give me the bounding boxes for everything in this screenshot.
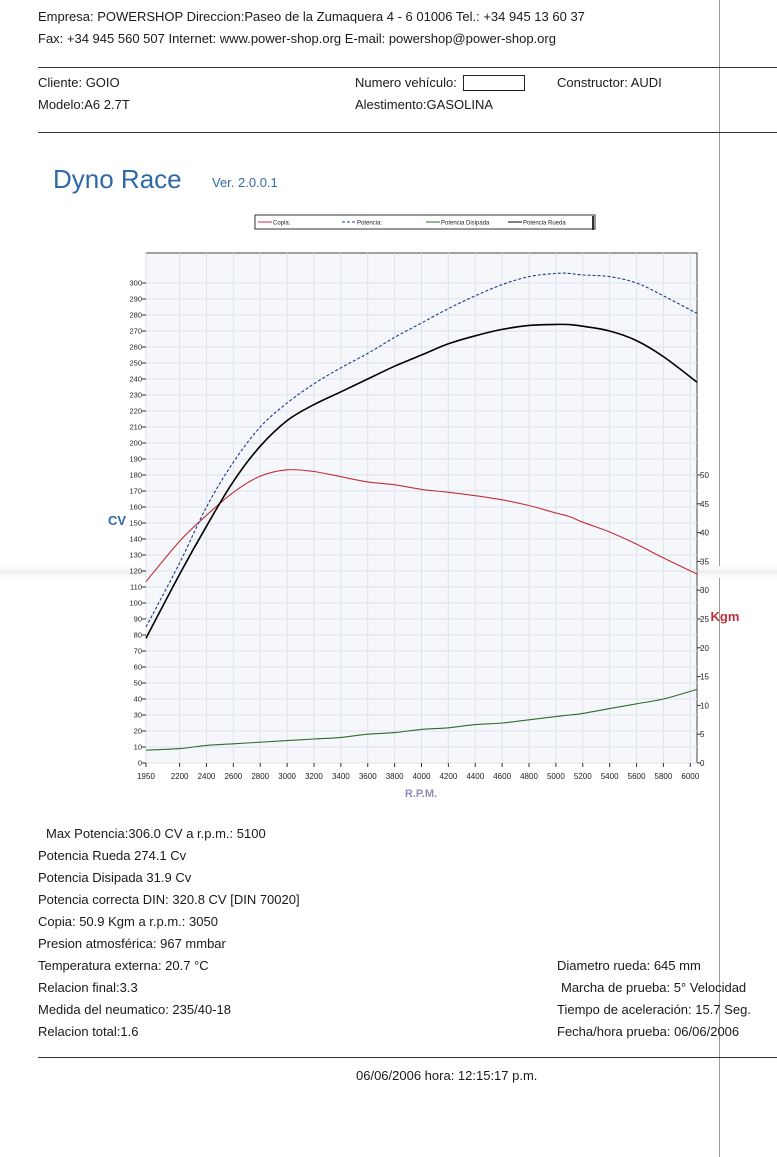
y2-tick-label: 20 bbox=[700, 643, 709, 653]
y-tick-label: 120 bbox=[129, 566, 142, 576]
acceleration-time: Tiempo de aceleración: 15.7 Seg. bbox=[557, 1002, 751, 1017]
temperature: Temperatura externa: 20.7 °C bbox=[38, 958, 209, 973]
y-tick-label: 240 bbox=[129, 374, 142, 384]
y-tick-label: 290 bbox=[129, 294, 142, 304]
x-tick-label: 2400 bbox=[197, 772, 216, 781]
x-tick-label: 3800 bbox=[385, 772, 404, 781]
din-power: Potencia correcta DIN: 320.8 CV [DIN 70020] bbox=[38, 892, 300, 907]
y-tick-label: 160 bbox=[129, 502, 142, 512]
x-tick-label: 4800 bbox=[520, 772, 538, 781]
y2-tick-label: 10 bbox=[700, 701, 709, 711]
x-tick-label: 4600 bbox=[493, 772, 512, 781]
final-ratio: Relacion final:3.3 bbox=[38, 980, 138, 995]
manufacturer: Constructor: AUDI bbox=[557, 75, 662, 90]
y-tick-label: 0 bbox=[137, 758, 142, 768]
x-tick-label: 3400 bbox=[331, 772, 350, 781]
x-axis-ticks bbox=[137, 763, 700, 781]
legend-label: Copia: bbox=[273, 220, 291, 227]
x-tick-label: 3000 bbox=[278, 772, 297, 781]
y2-axis-label: Kgm bbox=[710, 609, 740, 624]
y-tick-label: 140 bbox=[129, 534, 142, 544]
y-tick-label: 270 bbox=[129, 326, 142, 336]
x-tick-label: 2800 bbox=[251, 772, 270, 781]
legend-label: Potencia Rueda bbox=[523, 220, 566, 227]
y2-tick-label: 35 bbox=[700, 557, 709, 567]
x-tick-label: 3200 bbox=[305, 772, 323, 781]
y2-axis-ticks bbox=[697, 471, 709, 768]
company-line: Empresa: POWERSHOP Direccion:Paseo de la Zumaquera 4 - 6 01006 Tel.: +34 945 13 60 37 bbox=[38, 9, 585, 24]
x-tick-label: 5600 bbox=[627, 772, 646, 781]
y-tick-label: 190 bbox=[129, 454, 142, 464]
x-tick-label: 2200 bbox=[170, 772, 189, 781]
pressure: Presion atmosférica: 967 mmbar bbox=[38, 936, 226, 951]
torque: Copia: 50.9 Kgm a r.p.m.: 3050 bbox=[38, 914, 218, 929]
x-tick-label: 1950 bbox=[137, 772, 155, 781]
x-tick-label: 4000 bbox=[412, 772, 431, 781]
y2-tick-label: 40 bbox=[700, 528, 709, 538]
y-tick-label: 230 bbox=[129, 390, 142, 400]
x-tick-label: 4400 bbox=[466, 772, 485, 781]
contact-line: Fax: +34 945 560 507 Internet: www.power-shop.org E-mail: powershop@power-shop.org bbox=[38, 31, 556, 46]
y-axis-ticks bbox=[129, 279, 146, 768]
y2-tick-label: 30 bbox=[700, 586, 709, 596]
x-tick-label: 5800 bbox=[654, 772, 673, 781]
model: Modelo:A6 2.7T bbox=[38, 97, 130, 112]
y-tick-label: 210 bbox=[129, 422, 142, 432]
y-tick-label: 170 bbox=[129, 486, 142, 496]
total-ratio: Relacion total:1.6 bbox=[38, 1024, 139, 1039]
y2-tick-label: 0 bbox=[700, 759, 705, 768]
y-tick-label: 40 bbox=[133, 694, 142, 704]
y-tick-label: 50 bbox=[133, 678, 142, 688]
y-tick-label: 10 bbox=[133, 742, 142, 752]
y2-tick-label: 50 bbox=[700, 471, 709, 480]
x-tick-label: 5200 bbox=[573, 772, 592, 781]
test-gear: Marcha de prueba: 5° Velocidad bbox=[561, 980, 747, 995]
y-tick-label: 220 bbox=[129, 406, 142, 416]
y-tick-label: 260 bbox=[129, 342, 142, 352]
legend-label: Potencia: bbox=[357, 220, 383, 227]
y-axis-label: CV bbox=[107, 513, 127, 528]
x-tick-label: 3600 bbox=[358, 772, 377, 781]
x-tick-label: 6000 bbox=[681, 772, 700, 781]
loss-power: Potencia Disipada 31.9 Cv bbox=[38, 870, 192, 885]
x-tick-label: 5400 bbox=[600, 772, 619, 781]
y-tick-label: 180 bbox=[129, 470, 142, 480]
x-tick-label: 5000 bbox=[546, 772, 565, 781]
y-tick-label: 60 bbox=[133, 662, 142, 672]
legend-label: Potencia Disipada bbox=[441, 220, 490, 227]
footer-datetime: 06/06/2006 hora: 12:15:17 p.m. bbox=[356, 1068, 538, 1083]
y2-tick-label: 45 bbox=[700, 499, 709, 509]
y-tick-label: 20 bbox=[133, 726, 142, 736]
y2-tick-label: 25 bbox=[700, 615, 709, 624]
y-tick-label: 150 bbox=[129, 518, 142, 528]
divider-bottom bbox=[38, 1057, 777, 1058]
y-tick-label: 200 bbox=[129, 438, 142, 448]
chart-legend bbox=[255, 215, 595, 230]
y2-tick-label: 5 bbox=[700, 730, 705, 740]
y-tick-label: 30 bbox=[133, 710, 142, 720]
y-tick-label: 100 bbox=[129, 598, 142, 608]
test-date: Fecha/hora prueba: 06/06/2006 bbox=[557, 1024, 740, 1039]
y-tick-label: 110 bbox=[130, 582, 142, 592]
wheel-power: Potencia Rueda 274.1 Cv bbox=[38, 848, 187, 863]
app-title: Dyno Race bbox=[53, 164, 182, 194]
fuel-type: Alestimento:GASOLINA bbox=[355, 97, 493, 112]
vehicle-number-label: Numero vehículo: bbox=[355, 75, 457, 90]
client-name: Cliente: GOIO bbox=[38, 75, 120, 90]
x-axis-label: R.P.M. bbox=[404, 788, 438, 800]
y-tick-label: 90 bbox=[133, 614, 142, 624]
y2-tick-label: 15 bbox=[700, 672, 709, 682]
app-version: Ver. 2.0.0.1 bbox=[212, 175, 278, 190]
y-tick-label: 70 bbox=[133, 646, 142, 656]
max-power: Max Potencia:306.0 CV a r.p.m.: 5100 bbox=[46, 826, 266, 841]
y-tick-label: 130 bbox=[129, 550, 142, 560]
y-tick-label: 280 bbox=[129, 310, 142, 320]
wheel-diameter: Diametro rueda: 645 mm bbox=[557, 958, 701, 973]
tyre-size: Medida del neumatico: 235/40-18 bbox=[38, 1002, 231, 1017]
y-tick-label: 250 bbox=[129, 358, 142, 368]
x-tick-label: 4200 bbox=[439, 772, 458, 781]
x-tick-label: 2600 bbox=[224, 772, 243, 781]
y-tick-label: 300 bbox=[129, 278, 142, 288]
y-tick-label: 80 bbox=[133, 630, 142, 640]
